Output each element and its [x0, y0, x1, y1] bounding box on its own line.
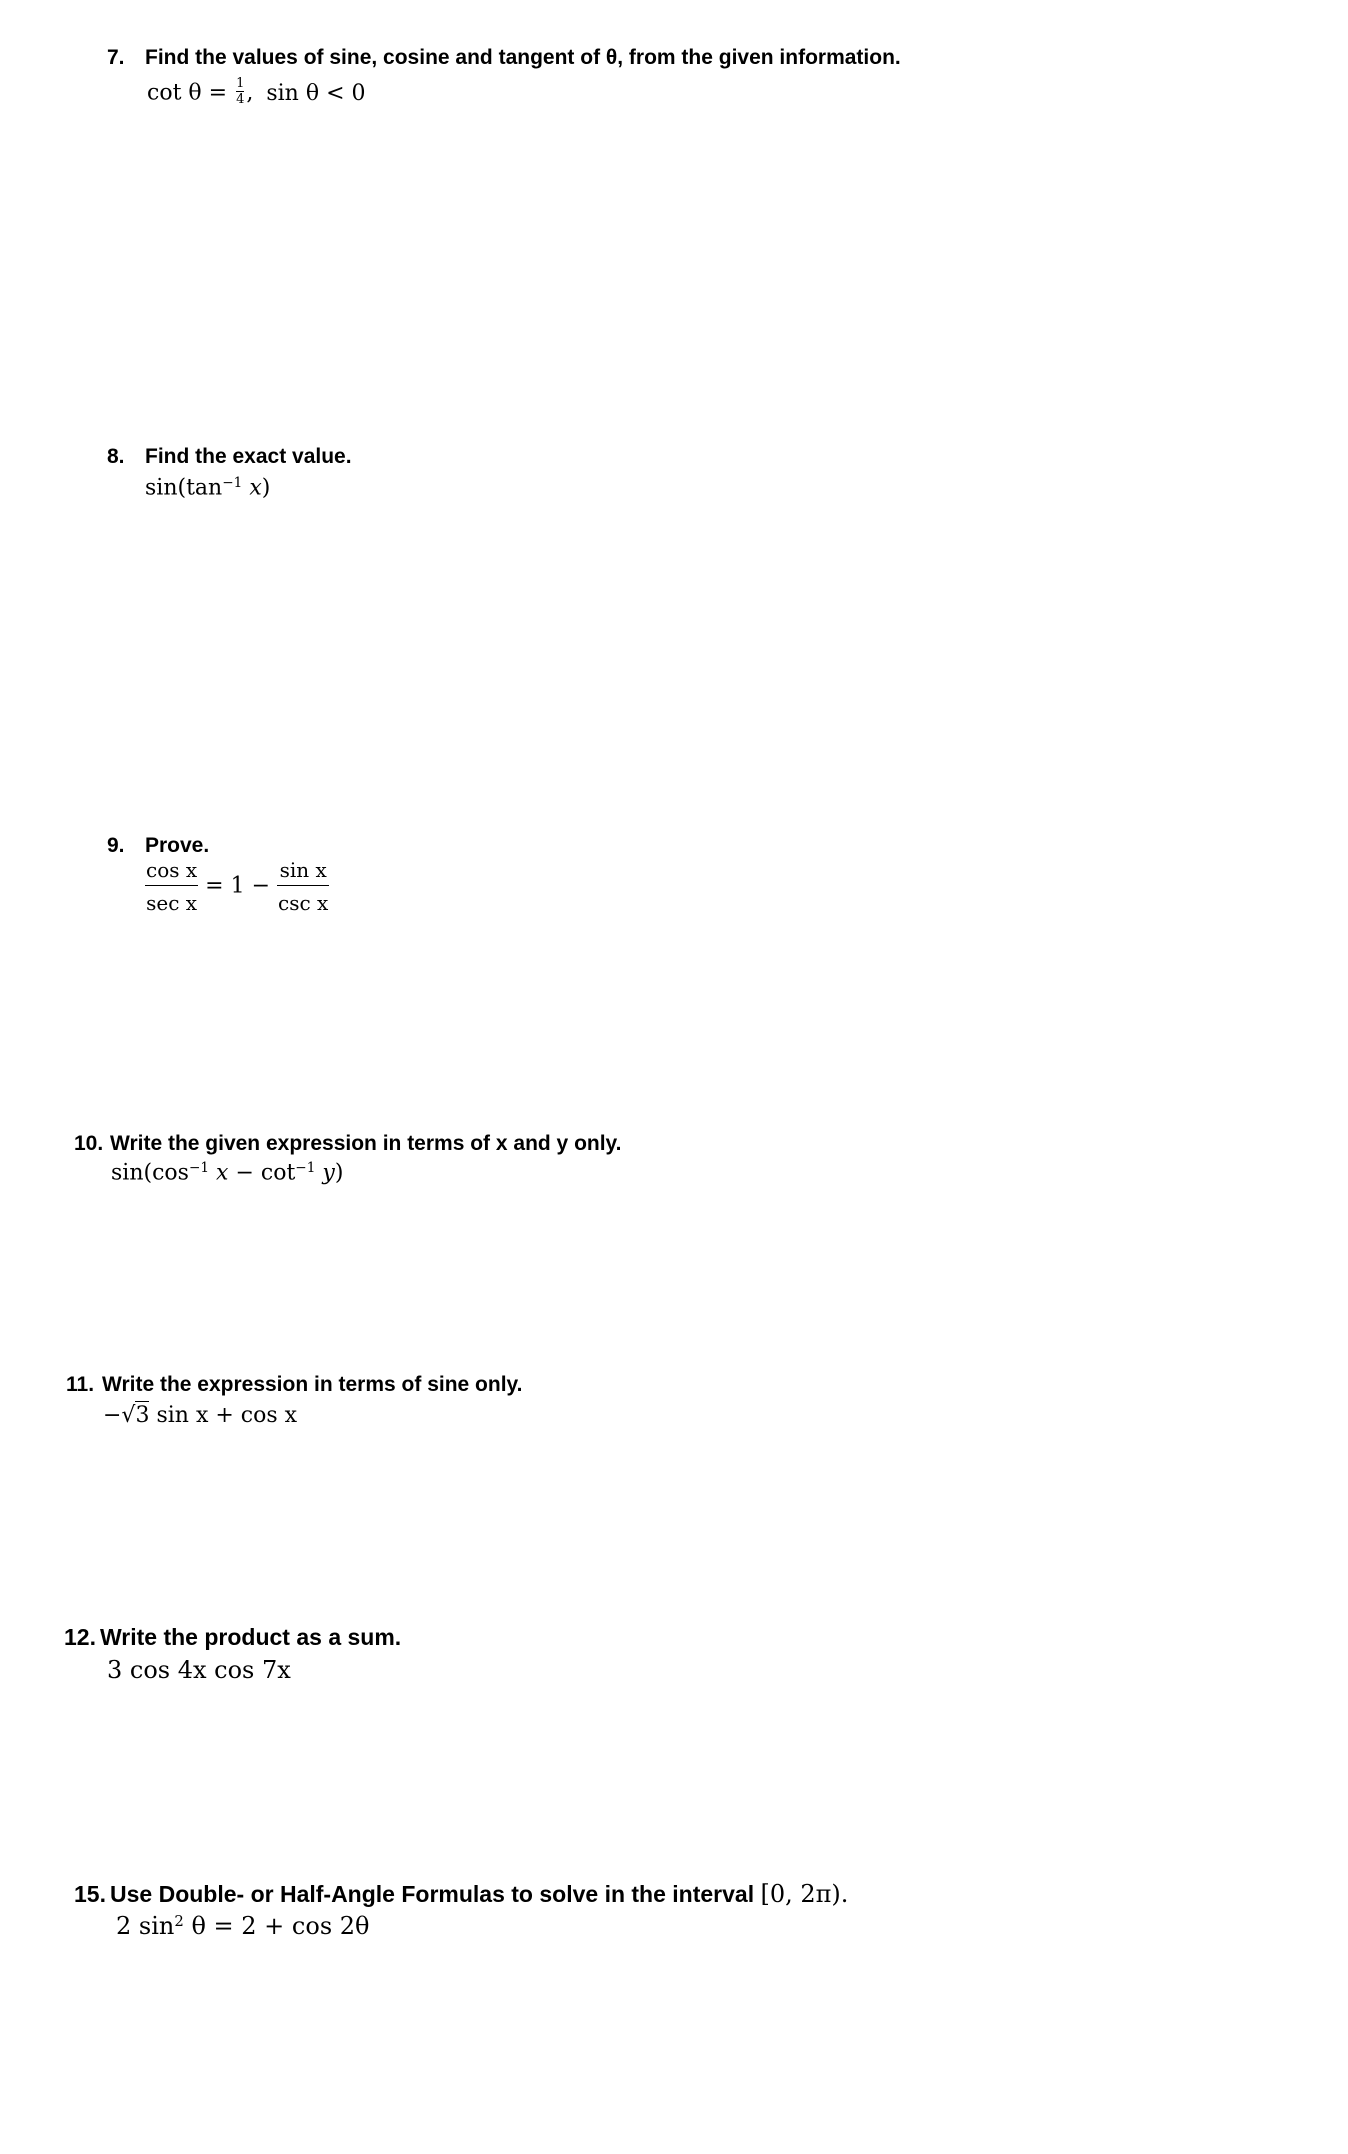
question-9-heading	[107, 835, 209, 856]
question-11-heading	[66, 1374, 523, 1395]
question-12-expression	[107, 1658, 291, 1682]
question-11	[66, 1373, 523, 1428]
question-number: 7.	[107, 46, 125, 69]
math-variable: x	[216, 1160, 229, 1186]
question-number: 11.	[66, 1373, 95, 1396]
math-superscript: −1	[222, 475, 243, 491]
fraction-numerator: sin x	[279, 858, 327, 882]
fraction-denominator: 4	[236, 91, 245, 107]
question-12	[64, 1624, 402, 1684]
math-sign: −√	[103, 1403, 136, 1428]
math-rest: sin x + cos x	[156, 1403, 298, 1428]
math-superscript: −1	[295, 1160, 316, 1176]
math-radicand: 3	[135, 1403, 150, 1428]
math-fraction	[236, 77, 244, 106]
question-10	[74, 1132, 622, 1186]
question-12-heading	[64, 1626, 401, 1649]
interval: [0, 2π).	[760, 1880, 849, 1908]
math-superscript: −1	[188, 1160, 210, 1176]
question-7-expression	[147, 76, 366, 108]
math-expression: 3 cos 4x cos 7x	[107, 1656, 291, 1684]
fraction-denominator: sec x	[145, 885, 198, 914]
question-prompt: Find the exact value.	[145, 445, 352, 468]
question-number: 10.	[74, 1132, 104, 1155]
question-9-expression	[145, 859, 329, 914]
question-15-heading	[74, 1882, 848, 1906]
question-8-expression	[145, 477, 270, 500]
question-15-expression	[116, 1912, 370, 1941]
math-variable: y	[322, 1160, 335, 1186]
math-pre: sin(cos	[111, 1160, 189, 1186]
fraction-numerator: cos x	[146, 858, 198, 882]
question-prompt: Use Double- or Half-Angle Formulas to solve in the interval	[110, 1881, 755, 1907]
question-prompt: Write the expression in terms of sine only.	[102, 1373, 523, 1396]
math-rhs: sin θ < 0	[266, 80, 366, 106]
math-pre: sin(tan	[145, 475, 223, 501]
math-separator: ,	[246, 80, 254, 106]
fraction-denominator: csc x	[277, 885, 329, 914]
math-variable: x	[249, 475, 262, 501]
question-prompt: Find the values of sine, cosine and tangent of θ, from the given information.	[145, 46, 901, 69]
math-post: )	[261, 475, 271, 501]
question-8-heading	[107, 446, 352, 467]
question-7	[107, 46, 901, 107]
question-prompt: Write the given expression in terms of x and y only.	[110, 1132, 622, 1155]
question-7-heading	[107, 47, 901, 68]
left-fraction	[145, 859, 198, 914]
fraction-numerator: 1	[236, 76, 245, 91]
math-pre: 2 sin	[116, 1912, 175, 1941]
math-post: θ = 2 + cos 2θ	[191, 1912, 370, 1941]
question-prompt: Prove.	[145, 834, 210, 857]
question-number: 8.	[107, 445, 125, 468]
question-10-expression	[111, 1162, 343, 1185]
question-number: 12.	[64, 1624, 96, 1650]
question-number: 9.	[107, 834, 125, 857]
question-10-heading	[74, 1133, 622, 1154]
math-superscript: 2	[174, 1912, 184, 1930]
right-fraction	[277, 859, 329, 914]
question-number: 15.	[74, 1881, 106, 1907]
math-middle: = 1 −	[205, 873, 271, 899]
math-post: )	[334, 1160, 344, 1186]
question-8	[107, 445, 352, 501]
question-11-expression	[103, 1405, 297, 1427]
question-9	[107, 834, 329, 915]
math-lhs: cot θ =	[147, 80, 228, 106]
question-prompt: Write the product as a sum.	[100, 1624, 402, 1650]
math-middle: − cot	[235, 1160, 296, 1186]
